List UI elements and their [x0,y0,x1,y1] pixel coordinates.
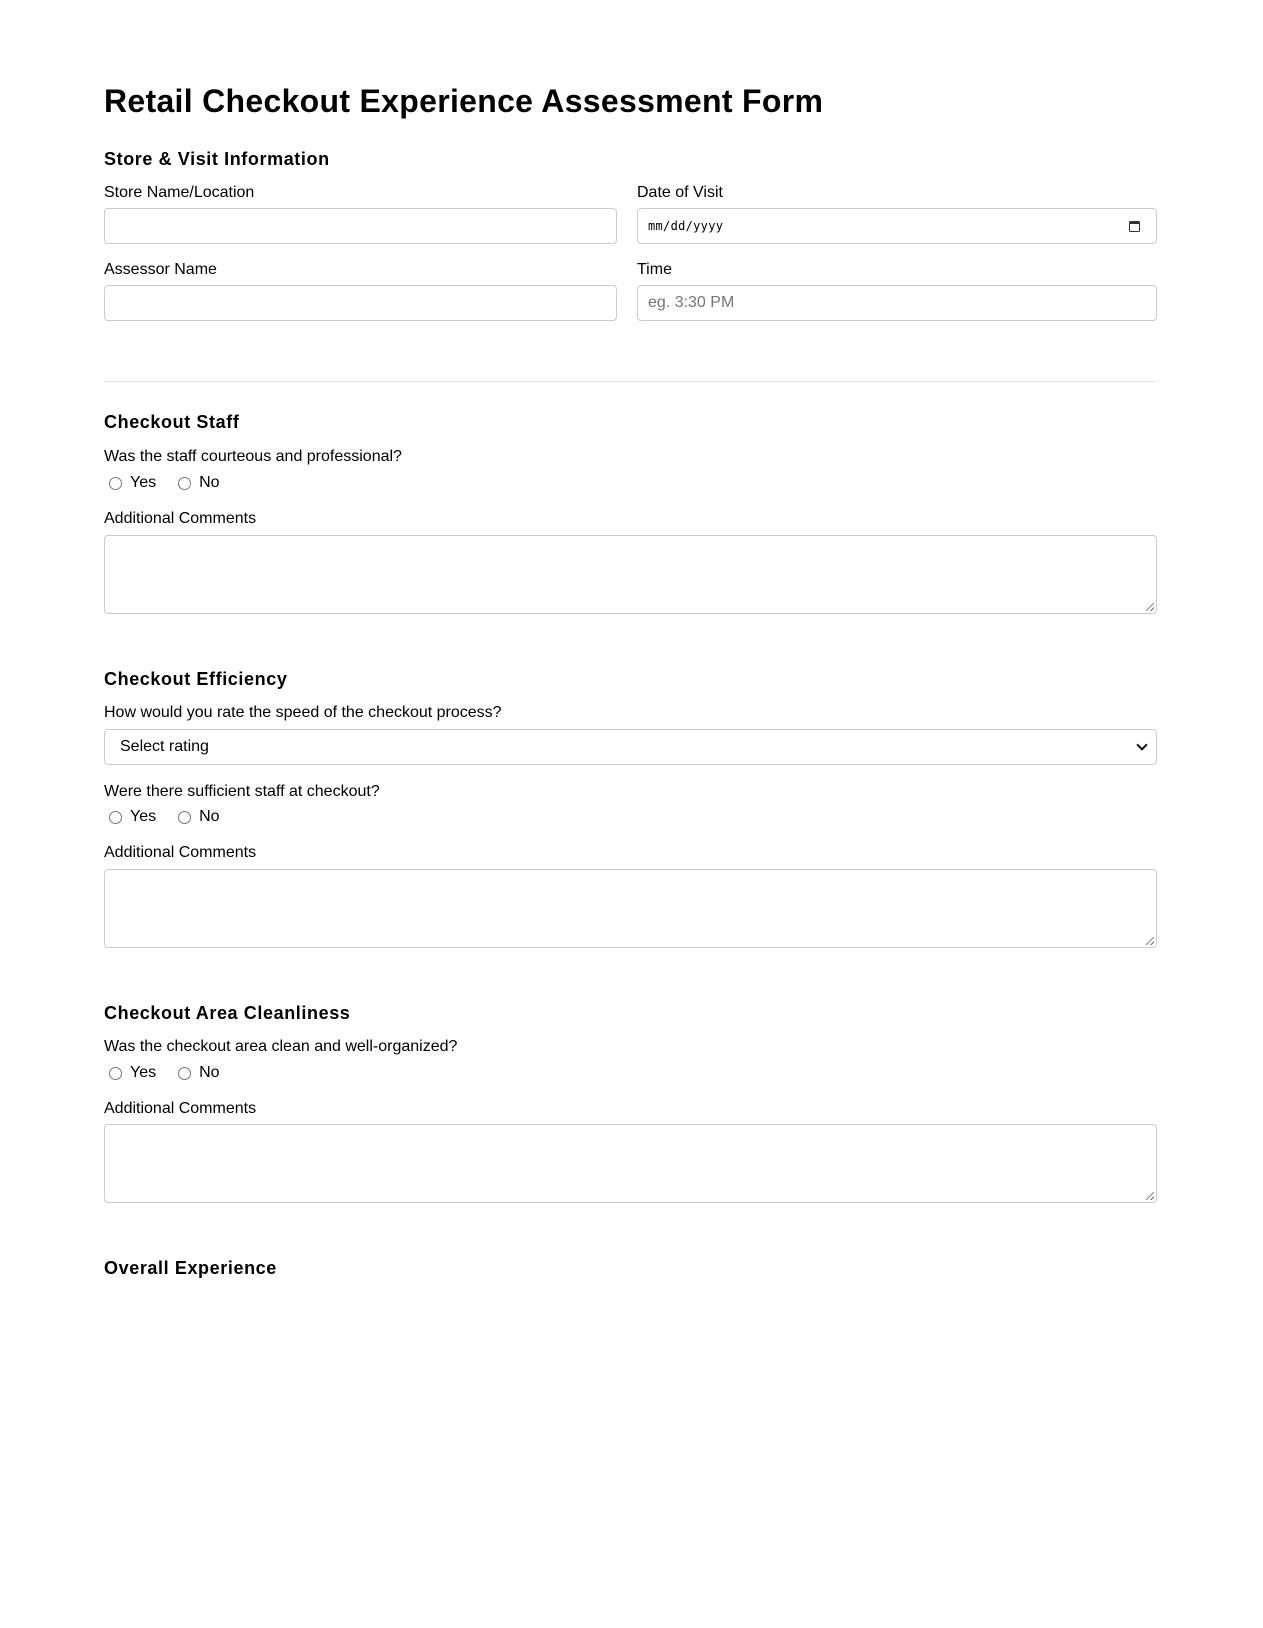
staff-comments-textarea[interactable] [104,535,1157,614]
calendar-icon[interactable] [1129,221,1140,232]
resize-handle-icon[interactable] [1146,603,1154,611]
radio-icon[interactable] [109,1067,122,1080]
sufficient-staff-question: Were there sufficient staff at checkout? [104,783,380,800]
sufficient-staff-yes[interactable] [109,807,156,827]
time-input[interactable] [637,285,1157,321]
efficiency-comments-textarea[interactable] [104,869,1157,948]
staff-courteous-radio-group [109,473,242,493]
assessor-name-input[interactable] [104,285,617,321]
page-title: Retail Checkout Experience Assessment Form [104,83,824,119]
section-heading-store-visit: Store & Visit Information [104,149,330,169]
section-heading-checkout-efficiency: Checkout Efficiency [104,669,288,689]
chevron-down-icon [1136,739,1147,750]
cleanliness-comments-textarea[interactable] [104,1124,1157,1203]
date-placeholder: mm/dd/yyyy [648,219,724,233]
resize-handle-icon[interactable] [1146,937,1154,945]
radio-icon[interactable] [109,477,122,490]
assessor-name-label: Assessor Name [104,261,217,278]
radio-label: No [199,808,220,825]
radio-label: Yes [130,808,157,825]
cleanliness-question: Was the checkout area clean and well-organized? [104,1038,458,1055]
radio-icon[interactable] [109,811,122,824]
radio-label: Yes [130,474,157,491]
radio-label: No [199,1064,220,1081]
staff-courteous-question: Was the staff courteous and professional? [104,448,402,465]
speed-rating-select[interactable] [104,729,1157,765]
sufficient-staff-no[interactable] [178,807,219,827]
cleanliness-comments-label: Additional Comments [104,1100,257,1117]
section-heading-checkout-staff: Checkout Staff [104,412,240,432]
speed-rating-selected: Select rating [120,738,209,755]
radio-icon[interactable] [178,477,191,490]
store-name-input[interactable] [104,208,617,244]
date-of-visit-input[interactable] [637,208,1157,244]
staff-comments-label: Additional Comments [104,510,257,527]
store-name-label: Store Name/Location [104,184,255,201]
date-of-visit-label: Date of Visit [637,184,723,201]
cleanliness-no[interactable] [178,1063,219,1083]
speed-question: How would you rate the speed of the checkout process? [104,704,502,721]
section-heading-cleanliness: Checkout Area Cleanliness [104,1003,351,1023]
cleanliness-radio-group [109,1063,242,1083]
sufficient-staff-radio-group [109,807,242,827]
resize-handle-icon[interactable] [1146,1192,1154,1200]
radio-label: No [199,474,220,491]
staff-courteous-no[interactable] [178,473,219,493]
cleanliness-yes[interactable] [109,1063,156,1083]
radio-icon[interactable] [178,1067,191,1080]
section-divider [104,381,1157,382]
radio-label: Yes [130,1064,157,1081]
time-label: Time [637,261,672,278]
section-heading-overall-experience: Overall Experience [104,1258,277,1278]
staff-courteous-yes[interactable] [109,473,156,493]
efficiency-comments-label: Additional Comments [104,844,257,861]
radio-icon[interactable] [178,811,191,824]
